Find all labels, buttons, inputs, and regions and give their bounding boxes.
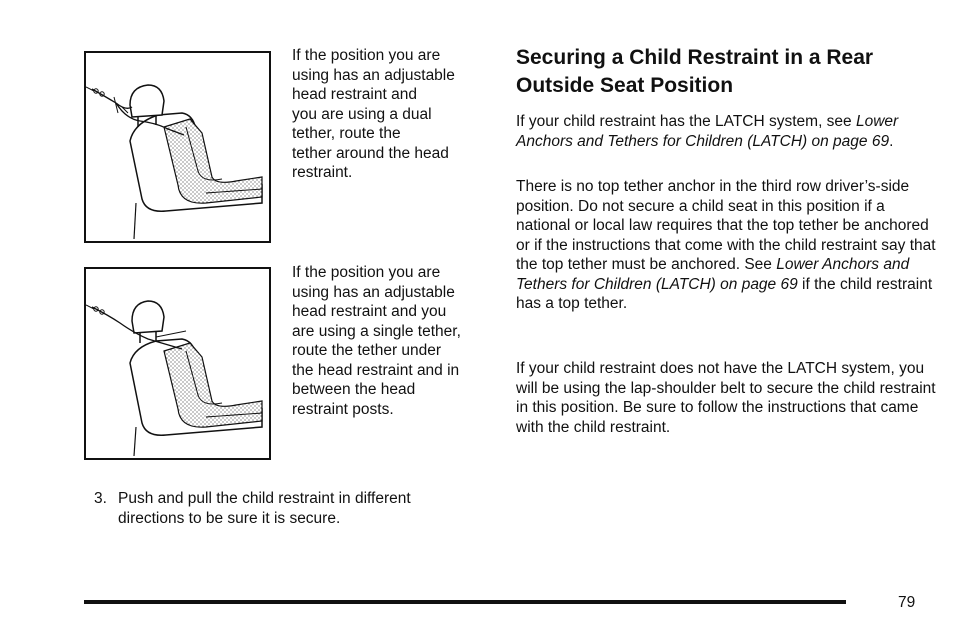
step-number: 3. [94, 490, 107, 507]
figure-1-caption: If the position you are using has an adjustable head restraint and you are using a dual tether, route the tether around the head restraint. [292, 47, 455, 181]
paragraph-latch-text: If your child restraint has the LATCH system, see [516, 113, 856, 130]
cross-reference-link[interactable]: Lower Anchors and Tethers for Children (LATCH) on page 69 [516, 256, 910, 293]
paragraph-latch-end: . [889, 132, 894, 150]
cross-reference-link[interactable]: Lower Anchors and Tethers for Children (LATCH) on page 69 [516, 113, 899, 150]
figure-2-caption: If the position you are using has an adjustable head restraint and you are using a single tether, route the tether under the head restraint and in between the head restraint posts. [292, 264, 461, 418]
footer-rule [84, 600, 846, 604]
paragraph-no-anchor [516, 177, 936, 314]
figure-dual-tether [84, 51, 271, 243]
paragraph-no-anchor-end: if the child restraint has a top tether. [516, 275, 933, 312]
figure-single-tether [84, 267, 271, 460]
page-number: 79 [898, 594, 916, 611]
paragraph-no-anchor-text: There is no top tether anchor in the third row driver’s-side position. Do not secure a child seat in this position if a national or local law requires that the top tether be anchored or if the instructions that come with the child restraint say that the top tether must be anchored. See [516, 178, 936, 273]
paragraph-lap-shoulder: If your child restraint does not have the LATCH system, you will be using the lap-shoulder belt to secure the child restraint in this position. Be sure to follow the instructions that came with the child restraint. [516, 360, 936, 436]
section-heading: Securing a Child Restraint in a Rear Outside Seat Position [516, 46, 874, 97]
seat-single-tether-illustration [86, 269, 269, 458]
step-text: Push and pull the child restraint in different directions to be sure it is secure. [118, 490, 411, 527]
paragraph-latch [516, 112, 936, 151]
seat-dual-tether-illustration [86, 53, 269, 241]
